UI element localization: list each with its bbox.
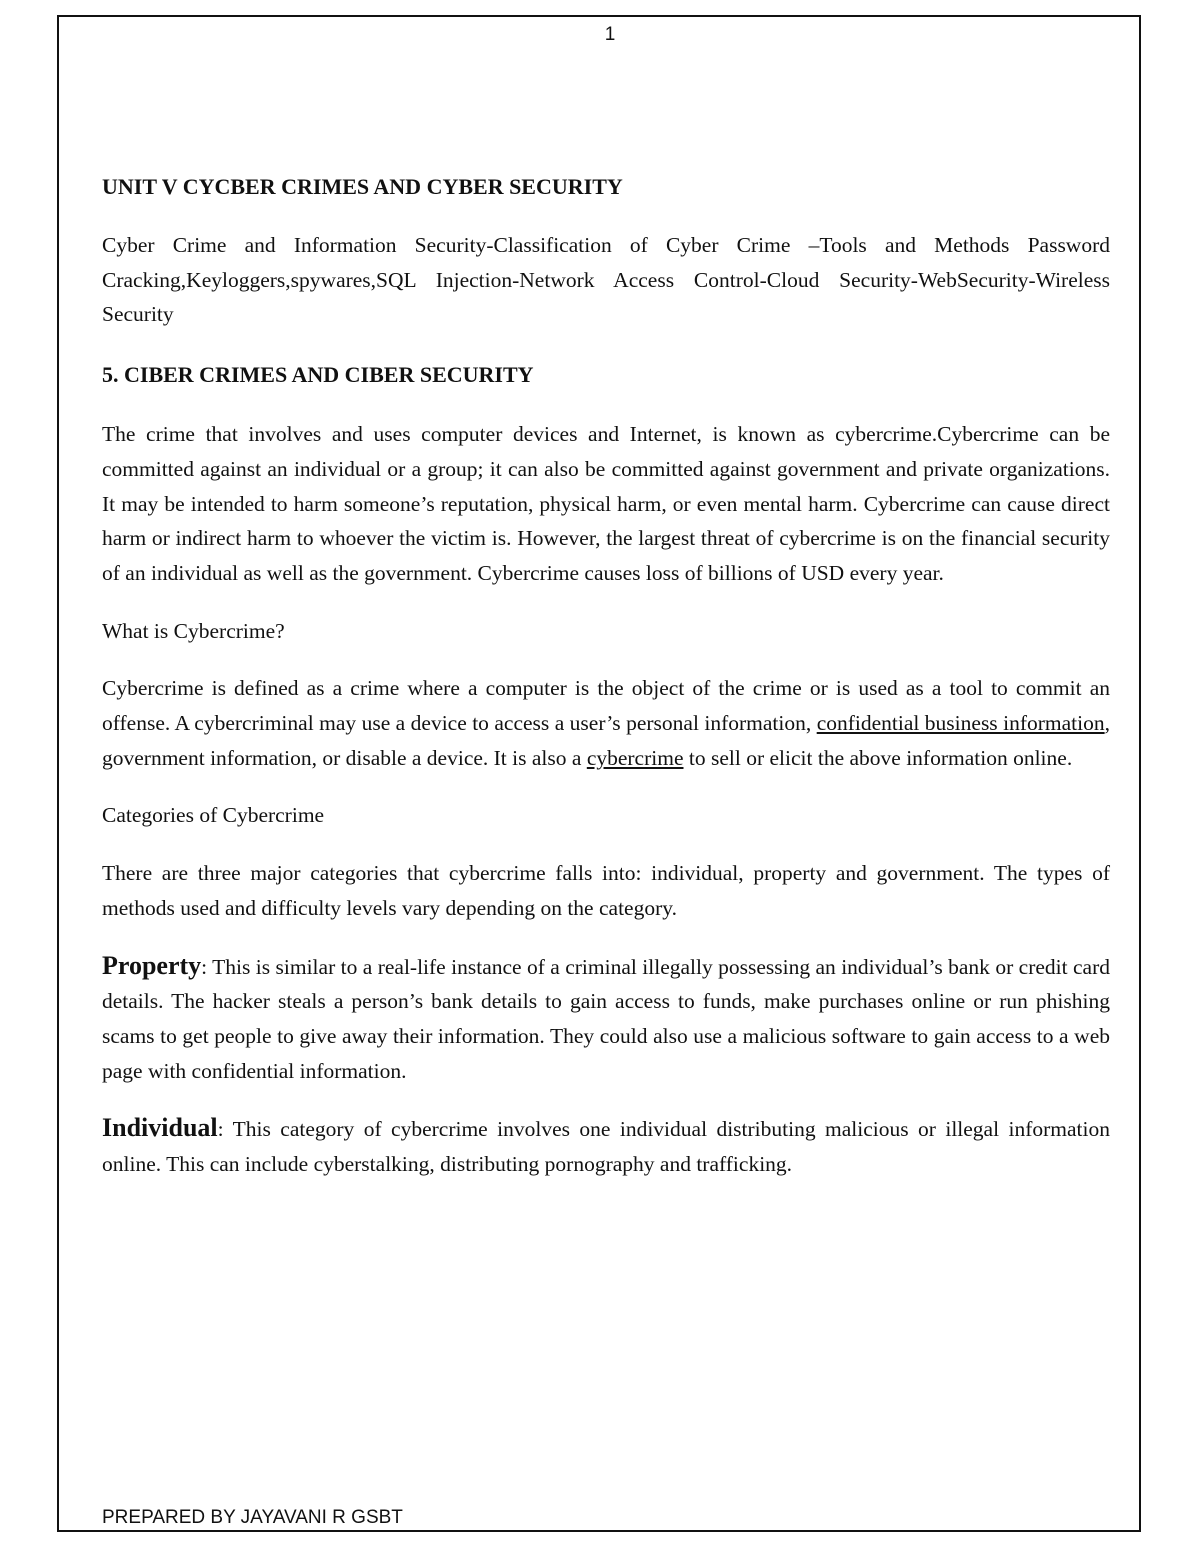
definition-text: to sell or elicit the above information online. [683,745,1073,770]
individual-term: Individual [102,1113,218,1143]
individual-text: : This category of cybercrime involves one individual distributing malicious or illegal information online. This can include cyberstalking, distributing pornography and trafficking. [102,1117,1110,1177]
page-number: 1 [604,24,616,45]
what-is-heading: What is Cybercrime? [102,618,285,643]
definition-text: , government information, or disable a device. It is also a [102,711,1110,770]
syllabus-paragraph: Cyber Crime and Information Security-Classification of Cyber Crime –Tools and Methods Password Cracking,Keyloggers,spywares,SQL Injection-Network Access Control-Cloud Security-WebSecurity-Wireless Security [102,233,1110,327]
document-body [102,172,1110,1182]
confidential-business-information-link[interactable]: confidential business information [816,711,1105,736]
footer-prepared-by: PREPARED BY JAYAVANI R GSBT [102,1507,403,1528]
definition-paragraph [102,671,1110,775]
definition-text: Cybercrime is defined as a crime where a computer is the object of the crime or is used as a tool to commit an offense. A cybercriminal may use a device to access a user’s personal information, [102,676,1110,736]
property-text: : This is similar to a real-life instance of a criminal illegally possessing an individual’s bank or credit card details. The hacker steals a person’s bank details to gain access to funds, make purchases online or run phishing scams to get people to give away their information. They could also use a malicious software to gain access to a web page with confidential information. [102,954,1110,1083]
categories-paragraph: There are three major categories that cybercrime falls into: individual, property and government. The types of methods used and difficulty levels vary depending on the category. [102,861,1110,920]
individual-paragraph [102,1111,1110,1181]
section-heading: 5. CIBER CRIMES AND CIBER SECURITY [102,362,534,388]
unit-heading: UNIT V CYCBER CRIMES AND CYBER SECURITY [102,174,623,199]
intro-paragraph: The crime that involves and uses computer devices and Internet, is known as cybercrime.Cybercrime can be committed against an individual or a group; it can also be committed against government and private organizations. It may be intended to harm someone’s reputation, physical harm, or even mental harm. Cybercrime can cause direct harm or indirect harm to whoever the victim is. However, the largest threat of cybercrime is on the financial security of an individual as well as the government. Cybercrime causes loss of billions of USD every year. [102,422,1110,585]
property-term: Property [102,950,202,980]
categories-heading: Categories of Cybercrime [102,803,325,828]
property-paragraph [102,949,1110,1089]
cybercrime-link[interactable]: cybercrime [586,745,684,770]
